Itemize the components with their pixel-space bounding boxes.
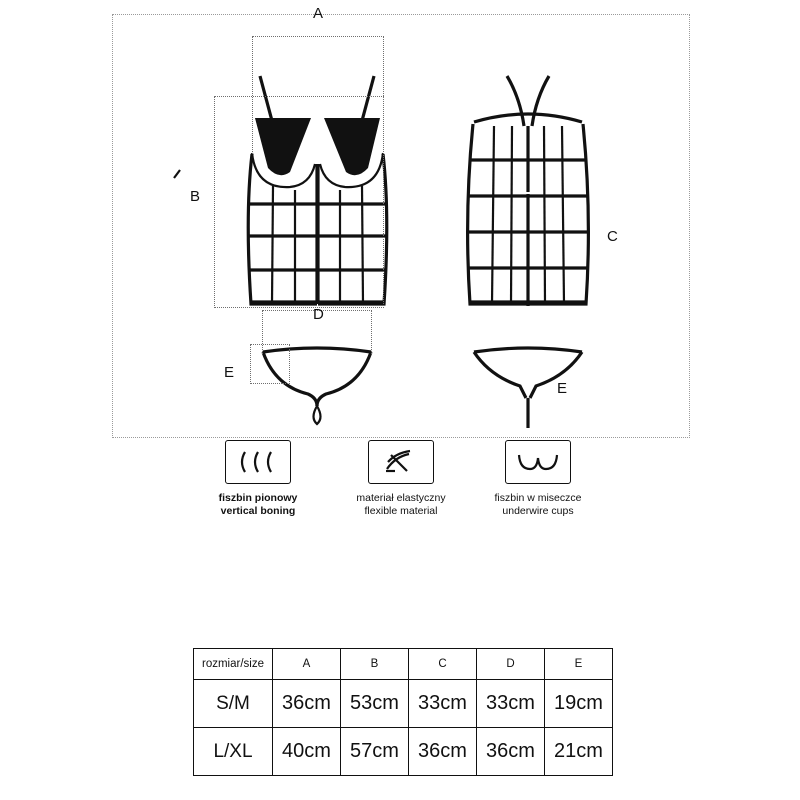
feature-label-en: underwire cups bbox=[502, 505, 574, 517]
tick-mark bbox=[172, 168, 186, 182]
cell-lxl-a: 40cm bbox=[273, 728, 341, 776]
table-row bbox=[194, 728, 613, 776]
feature-label-pl: fiszbin pionowy bbox=[218, 492, 298, 504]
cell-sm-a: 36cm bbox=[273, 680, 341, 728]
cell-lxl-e: 21cm bbox=[545, 728, 613, 776]
feature-label-pl: fiszbin w miseczce bbox=[494, 492, 582, 504]
label-a: A bbox=[313, 5, 324, 22]
garment-svg bbox=[112, 14, 690, 438]
cell-sm-d: 33cm bbox=[477, 680, 545, 728]
cell-lxl-d: 36cm bbox=[477, 728, 545, 776]
header-b: B bbox=[341, 649, 409, 680]
back-bustier bbox=[468, 76, 589, 306]
header-e: E bbox=[545, 649, 613, 680]
cell-lxl-b: 57cm bbox=[341, 728, 409, 776]
cell-sm-c: 33cm bbox=[409, 680, 477, 728]
measure-box-b bbox=[214, 96, 384, 308]
underwire-cups-icon bbox=[505, 440, 571, 484]
header-c: C bbox=[409, 649, 477, 680]
cell-sm-e: 19cm bbox=[545, 680, 613, 728]
size-table bbox=[193, 648, 613, 776]
feature-label-pl: materiał elastyczny bbox=[356, 492, 446, 504]
label-d: D bbox=[313, 306, 325, 323]
header-size: rozmiar/size bbox=[194, 649, 273, 680]
label-e-right: E bbox=[557, 380, 568, 397]
header-d: D bbox=[477, 649, 545, 680]
table-row bbox=[194, 680, 613, 728]
header-a: A bbox=[273, 649, 341, 680]
feature-label-en: flexible material bbox=[364, 505, 438, 517]
label-b: B bbox=[190, 188, 201, 205]
feature-underwire-cups bbox=[448, 440, 628, 518]
vertical-boning-icon bbox=[225, 440, 291, 484]
label-c: C bbox=[607, 228, 619, 245]
row-size-sm: S/M bbox=[194, 680, 273, 728]
measure-box-e bbox=[250, 344, 290, 384]
flexible-material-icon bbox=[368, 440, 434, 484]
garment-illustrations bbox=[112, 14, 690, 438]
cell-sm-b: 53cm bbox=[341, 680, 409, 728]
feature-legend bbox=[112, 440, 690, 540]
label-e-left: E bbox=[224, 364, 235, 381]
feature-label-en: vertical boning bbox=[220, 505, 296, 517]
table-header-row bbox=[194, 649, 613, 680]
row-size-lxl: L/XL bbox=[194, 728, 273, 776]
cell-lxl-c: 36cm bbox=[409, 728, 477, 776]
